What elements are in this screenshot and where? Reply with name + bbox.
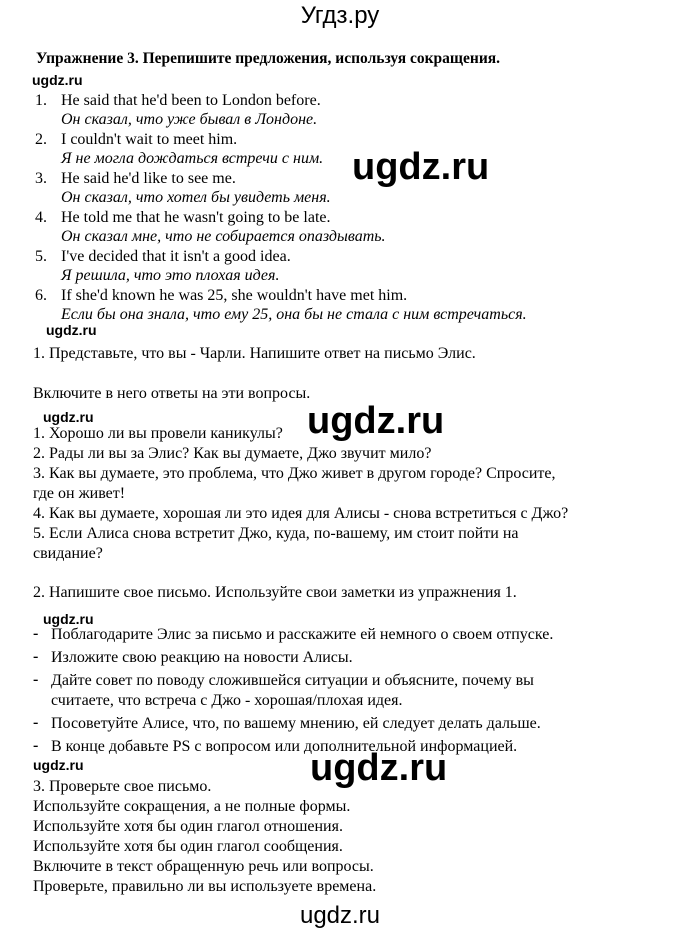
bullet-dash: - [33,737,39,754]
check-line: Проверьте, правильно ли вы используете времена. [33,878,377,895]
bullet-item: Изложите свою реакцию на новости Алисы. [51,649,353,666]
bullet-item: Дайте совет по поводу сложившейся ситуации и объясните, почему вы [51,672,534,689]
question-line: где он живет! [33,485,126,502]
watermark-small: ugdz.ru [32,72,83,88]
item-number: 3. [35,170,47,187]
item-russian: Я решила, что это плохая идея. [61,267,280,284]
bullet-dash: - [33,714,39,731]
section3-task: 3. Проверьте свое письмо. [33,778,212,795]
item-english: I've decided that it isn't a good idea. [61,248,291,265]
bullet-item: Посоветуйте Алисе, что, по вашему мнению, ей следует делать дальше. [51,715,541,732]
item-number: 5. [35,248,47,265]
item-number: 2. [35,131,47,148]
item-russian: Он сказал, что уже бывал в Лондоне. [61,111,318,128]
question-line: 2. Рады ли вы за Элис? Как вы думаете, Джо звучит мило? [33,445,432,462]
item-number: 6. [35,287,47,304]
check-line: Включите в текст обращенную речь или вопросы. [33,858,374,875]
bullet-item: В конце добавьте PS с вопросом или дополнительной информацией. [51,738,518,755]
item-number: 1. [35,92,47,109]
bullet-dash: - [33,625,39,642]
watermark-small: ugdz.ru [43,409,94,425]
watermark-big: ugdz.ru [352,146,490,188]
question-line: 3. Как вы думаете, это проблема, что Джо живет в другом городе? Спросите, [33,465,556,482]
watermark-small: ugdz.ru [33,757,84,773]
site-header-title: Угдз.ру [300,2,380,29]
check-line: Используйте сокращения, а не полные формы. [33,798,351,815]
item-number: 4. [35,209,47,226]
bullet-dash: - [33,671,39,688]
watermark-big: ugdz.ru [310,747,448,789]
item-russian: Если бы она знала, что ему 25, она бы не стала с ним встречаться. [61,306,527,323]
check-line: Используйте хотя бы один глагол сообщения. [33,838,343,855]
item-english: If she'd known he was 25, she wouldn't have met him. [61,287,408,304]
bullet-item-continuation: считаете, что встреча с Джо - хорошая/плохая идея. [51,692,403,709]
watermark-small: ugdz.ru [46,322,97,338]
section2-task: 2. Напишите свое письмо. Используйте свои заметки из упражнения 1. [33,584,517,601]
question-line: 4. Как вы думаете, хорошая ли это идея для Алисы - снова встретиться с Джо? [33,505,569,522]
footer-site: ugdz.ru [299,902,381,929]
item-russian: Он сказал, что хотел бы увидеть меня. [61,189,331,206]
section1-intro: Включите в него ответы на эти вопросы. [33,385,311,402]
question-line: свидание? [33,545,103,562]
watermark-big: ugdz.ru [307,400,445,442]
item-english: I couldn't wait to meet him. [61,131,238,148]
item-english: He said that he'd been to London before. [61,92,321,109]
item-english: He said he'd like to see me. [61,170,236,187]
item-russian: Я не могла дождаться встречи с ним. [61,150,324,167]
exercise-title: Упражнение 3. Перепишите предложения, используя сокращения. [36,50,501,67]
item-russian: Он сказал мне, что не собирается опаздывать. [61,228,386,245]
question-line: 5. Если Алиса снова встретит Джо, куда, по-вашему, им стоит пойти на [33,525,519,542]
item-english: He told me that he wasn't going to be late. [61,209,331,226]
check-line: Используйте хотя бы один глагол отношения. [33,818,343,835]
watermark-small: ugdz.ru [43,611,94,627]
section1-task: 1. Представьте, что вы - Чарли. Напишите ответ на письмо Элис. [33,345,476,362]
bullet-dash: - [33,648,39,665]
question-line: 1. Хорошо ли вы провели каникулы? [33,425,283,442]
bullet-item: Поблагодарите Элис за письмо и расскажите ей немного о своем отпуске. [51,626,554,643]
